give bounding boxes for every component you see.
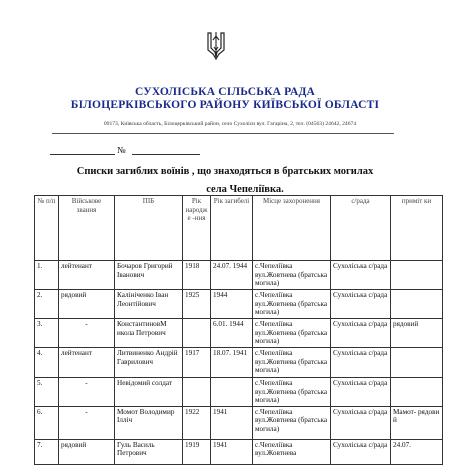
cell-death bbox=[211, 378, 253, 407]
cell-no: 5. bbox=[35, 378, 59, 407]
table-header-row bbox=[35, 196, 443, 261]
cell-no: 2. bbox=[35, 290, 59, 319]
soldiers-table bbox=[34, 195, 443, 465]
cell-name: Момот Володимир Ілліч bbox=[115, 406, 183, 439]
cell-council: Сухоліська с/рада bbox=[331, 261, 391, 290]
cell-death: 1941 bbox=[211, 439, 253, 464]
cell-note: рядовий bbox=[391, 319, 443, 348]
cell-birth: 1917 bbox=[183, 348, 211, 378]
cell-note: Мамот- рядови й bbox=[391, 406, 443, 439]
cell-no: 7. bbox=[35, 439, 59, 464]
cell-death: 6.01. 1944 bbox=[211, 319, 253, 348]
table-row bbox=[35, 348, 443, 378]
col-header-place: Місце захоронення bbox=[253, 196, 331, 261]
cell-rank: лейтенант bbox=[59, 261, 115, 290]
table-row bbox=[35, 406, 443, 439]
cell-birth: 1922 bbox=[183, 406, 211, 439]
col-header-birth: Рік народж е -ння bbox=[183, 196, 211, 261]
table-row bbox=[35, 261, 443, 290]
cell-note: 24.07. bbox=[391, 439, 443, 464]
cell-death: 24.07. 1944 bbox=[211, 261, 253, 290]
council-district: БІЛОЦЕРКІВСЬКОГО РАЙОНУ КИЇВСЬКОЇ ОБЛАСТІ bbox=[70, 99, 380, 111]
cell-place: с.Чепеліївка вул.Жовтнева (братська могила) bbox=[253, 378, 331, 407]
cell-note bbox=[391, 378, 443, 407]
cell-council: Сухоліська с/рада bbox=[331, 378, 391, 407]
col-header-name: ПІБ bbox=[115, 196, 183, 261]
cell-rank: - bbox=[59, 406, 115, 439]
cell-death: 1941 bbox=[211, 406, 253, 439]
cell-council: Сухоліська с/рада bbox=[331, 439, 391, 464]
cell-rank: - bbox=[59, 319, 115, 348]
cell-rank: лейтенант bbox=[59, 348, 115, 378]
cell-death: 18.07. 1941 bbox=[211, 348, 253, 378]
cell-place: с.Чепеліївка вул.Жовтнева bbox=[253, 439, 331, 464]
cell-no: 4. bbox=[35, 348, 59, 378]
cell-birth: 1919 bbox=[183, 439, 211, 464]
cell-birth: 1925 bbox=[183, 290, 211, 319]
cell-name: Невідомий солдат bbox=[115, 378, 183, 407]
council-address: 09173, Київська область, Білоцерківський район, село Сухоліси вул. Гагаріна, 2, тел. (04563) 24642, 24674 bbox=[103, 121, 357, 127]
cell-place: с.Чепеліївка вул.Жовтнева (братська могила) bbox=[253, 290, 331, 319]
col-header-no: № п/п bbox=[35, 196, 59, 261]
document-number-line bbox=[50, 145, 210, 157]
cell-note bbox=[391, 290, 443, 319]
cell-place: с.Чепеліївка вул.Жовтнева (братська могила) bbox=[253, 319, 331, 348]
cell-birth: 1918 bbox=[183, 261, 211, 290]
col-header-note: приміт ки bbox=[391, 196, 443, 261]
cell-rank: рядовий bbox=[59, 439, 115, 464]
cell-no: 3. bbox=[35, 319, 59, 348]
cell-note bbox=[391, 348, 443, 378]
cell-note bbox=[391, 261, 443, 290]
col-header-council: с/рада bbox=[331, 196, 391, 261]
cell-council: Сухоліська с/рада bbox=[331, 319, 391, 348]
cell-death: 1944 bbox=[211, 290, 253, 319]
cell-place: с.Чепеліївка вул.Жовтнева (братська могила) bbox=[253, 261, 331, 290]
blank-line bbox=[50, 154, 115, 155]
table-row bbox=[35, 439, 443, 464]
cell-name: Литвиненко Андрій Гаврилович bbox=[115, 348, 183, 378]
council-name: СУХОЛІСЬКА СІЛЬСЬКА РАДА bbox=[134, 86, 316, 98]
cell-place: с.Чепеліївка вул.Жовтнева (братська могила) bbox=[253, 406, 331, 439]
cell-council: Сухоліська с/рада bbox=[331, 348, 391, 378]
cell-no: 1. bbox=[35, 261, 59, 290]
cell-council: Сухоліська с/рада bbox=[331, 406, 391, 439]
cell-birth bbox=[183, 319, 211, 348]
cell-council: Сухоліська с/рада bbox=[331, 290, 391, 319]
table-row bbox=[35, 319, 443, 348]
cell-name: Калініченко Іван Леонтійович bbox=[115, 290, 183, 319]
cell-name: Бочаров Григорий Іванович bbox=[115, 261, 183, 290]
col-header-rank: Військове звання bbox=[59, 196, 115, 261]
table-row bbox=[35, 290, 443, 319]
cell-rank: рядовий bbox=[59, 290, 115, 319]
blank-line bbox=[132, 154, 200, 155]
cell-place: с.Чепеліївка вул.Жовтнева (братська могила) bbox=[253, 348, 331, 378]
table-row bbox=[35, 378, 443, 407]
col-header-death: Рік загибелі bbox=[211, 196, 253, 261]
cell-no: 6. bbox=[35, 406, 59, 439]
cell-birth bbox=[183, 378, 211, 407]
document-subtitle: села Чепеліївка. bbox=[206, 184, 284, 195]
trident-emblem-icon bbox=[206, 30, 226, 60]
cell-name: КонстантиновМ икола Петрович bbox=[115, 319, 183, 348]
cell-rank: - bbox=[59, 378, 115, 407]
header-divider bbox=[52, 133, 394, 134]
cell-name: Гуль Василь Петрович bbox=[115, 439, 183, 464]
document-title: Списки загиблих воїнів , що знаходяться в братських могилах bbox=[76, 166, 374, 177]
number-symbol: № bbox=[117, 145, 126, 155]
